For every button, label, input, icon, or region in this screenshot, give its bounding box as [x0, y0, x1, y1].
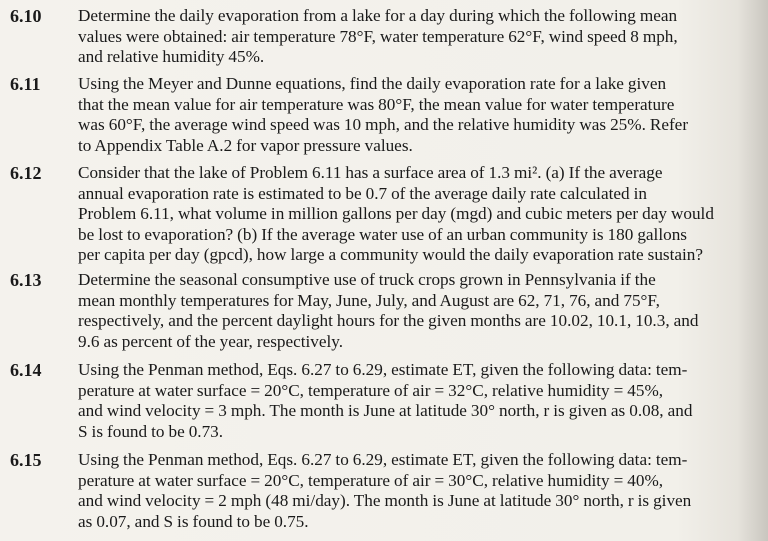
text-line: perature at water surface = 20°C, temperature of air = 32°C, relative humidity = 45%,	[78, 380, 664, 400]
problem-number: 6.14	[10, 360, 42, 380]
problem-text	[78, 270, 762, 352]
text-line: was 60°F, the average wind speed was 10 mph, and the relative humidity was 25%. Refer	[78, 115, 689, 135]
text-line: perature at water surface = 20°C, temperature of air = 30°C, relative humidity = 40%,	[78, 470, 664, 490]
text-line: as 0.07, and S is found to be 0.75.	[78, 511, 309, 531]
text-line: and relative humidity 45%.	[78, 47, 265, 67]
problem-text	[78, 360, 762, 442]
problem-number: 6.13	[10, 270, 42, 290]
text-line: Using the Meyer and Dunne equations, find the daily evaporation rate for a lake given	[78, 74, 667, 93]
text-line: respectively, and the percent daylight hours for the given months are 10.02, 10.1, 10.3, and	[78, 311, 699, 331]
problem-number: 6.10	[10, 6, 42, 26]
text-line: be lost to evaporation? (b) If the average water use of an urban community is 180 gallons	[78, 224, 687, 244]
text-line: Using the Penman method, Eqs. 6.27 to 6.29, estimate ET, given the following data: tem-	[78, 360, 688, 379]
text-line: Problem 6.11, what volume in million gallons per day (mgd) and cubic meters per day would	[78, 204, 714, 224]
problem-text	[78, 163, 762, 266]
problem-number: 6.15	[10, 450, 42, 470]
text-line: Consider that the lake of Problem 6.11 has a surface area of 1.3 mi². (a) If the average	[78, 163, 663, 182]
text-line: per capita per day (gpcd), how large a community would the daily evaporation rate sustain?	[78, 245, 703, 265]
text-line: 9.6 as percent of the year, respectively.	[78, 331, 344, 351]
problem-number: 6.11	[10, 74, 41, 94]
text-line: Using the Penman method, Eqs. 6.27 to 6.29, estimate ET, given the following data: tem-	[78, 450, 688, 469]
text-line: S is found to be 0.73.	[78, 421, 224, 441]
problem-text	[78, 6, 762, 68]
problem-text	[78, 74, 762, 156]
text-line: that the mean value for air temperature was 80°F, the mean value for water temperature	[78, 94, 675, 114]
problem-number: 6.12	[10, 163, 42, 183]
text-line: values were obtained: air temperature 78°F, water temperature 62°F, wind speed 8 mph,	[78, 26, 678, 46]
text-line: and wind velocity = 3 mph. The month is June at latitude 30° north, r is given as 0.08, and	[78, 401, 693, 421]
problem-text	[78, 450, 762, 532]
text-line: annual evaporation rate is estimated to be 0.7 of the average daily rate calculated in	[78, 183, 647, 203]
text-line: and wind velocity = 2 mph (48 mi/day). The month is June at latitude 30° north, r is given	[78, 491, 692, 511]
text-line: Determine the seasonal consumptive use of truck crops grown in Pennsylvania if the	[78, 270, 656, 289]
text-line: mean monthly temperatures for May, June, July, and August are 62, 71, 76, and 75°F,	[78, 290, 660, 310]
text-line: to Appendix Table A.2 for vapor pressure values.	[78, 135, 413, 155]
text-line: Determine the daily evaporation from a lake for a day during which the following mean	[78, 6, 678, 25]
